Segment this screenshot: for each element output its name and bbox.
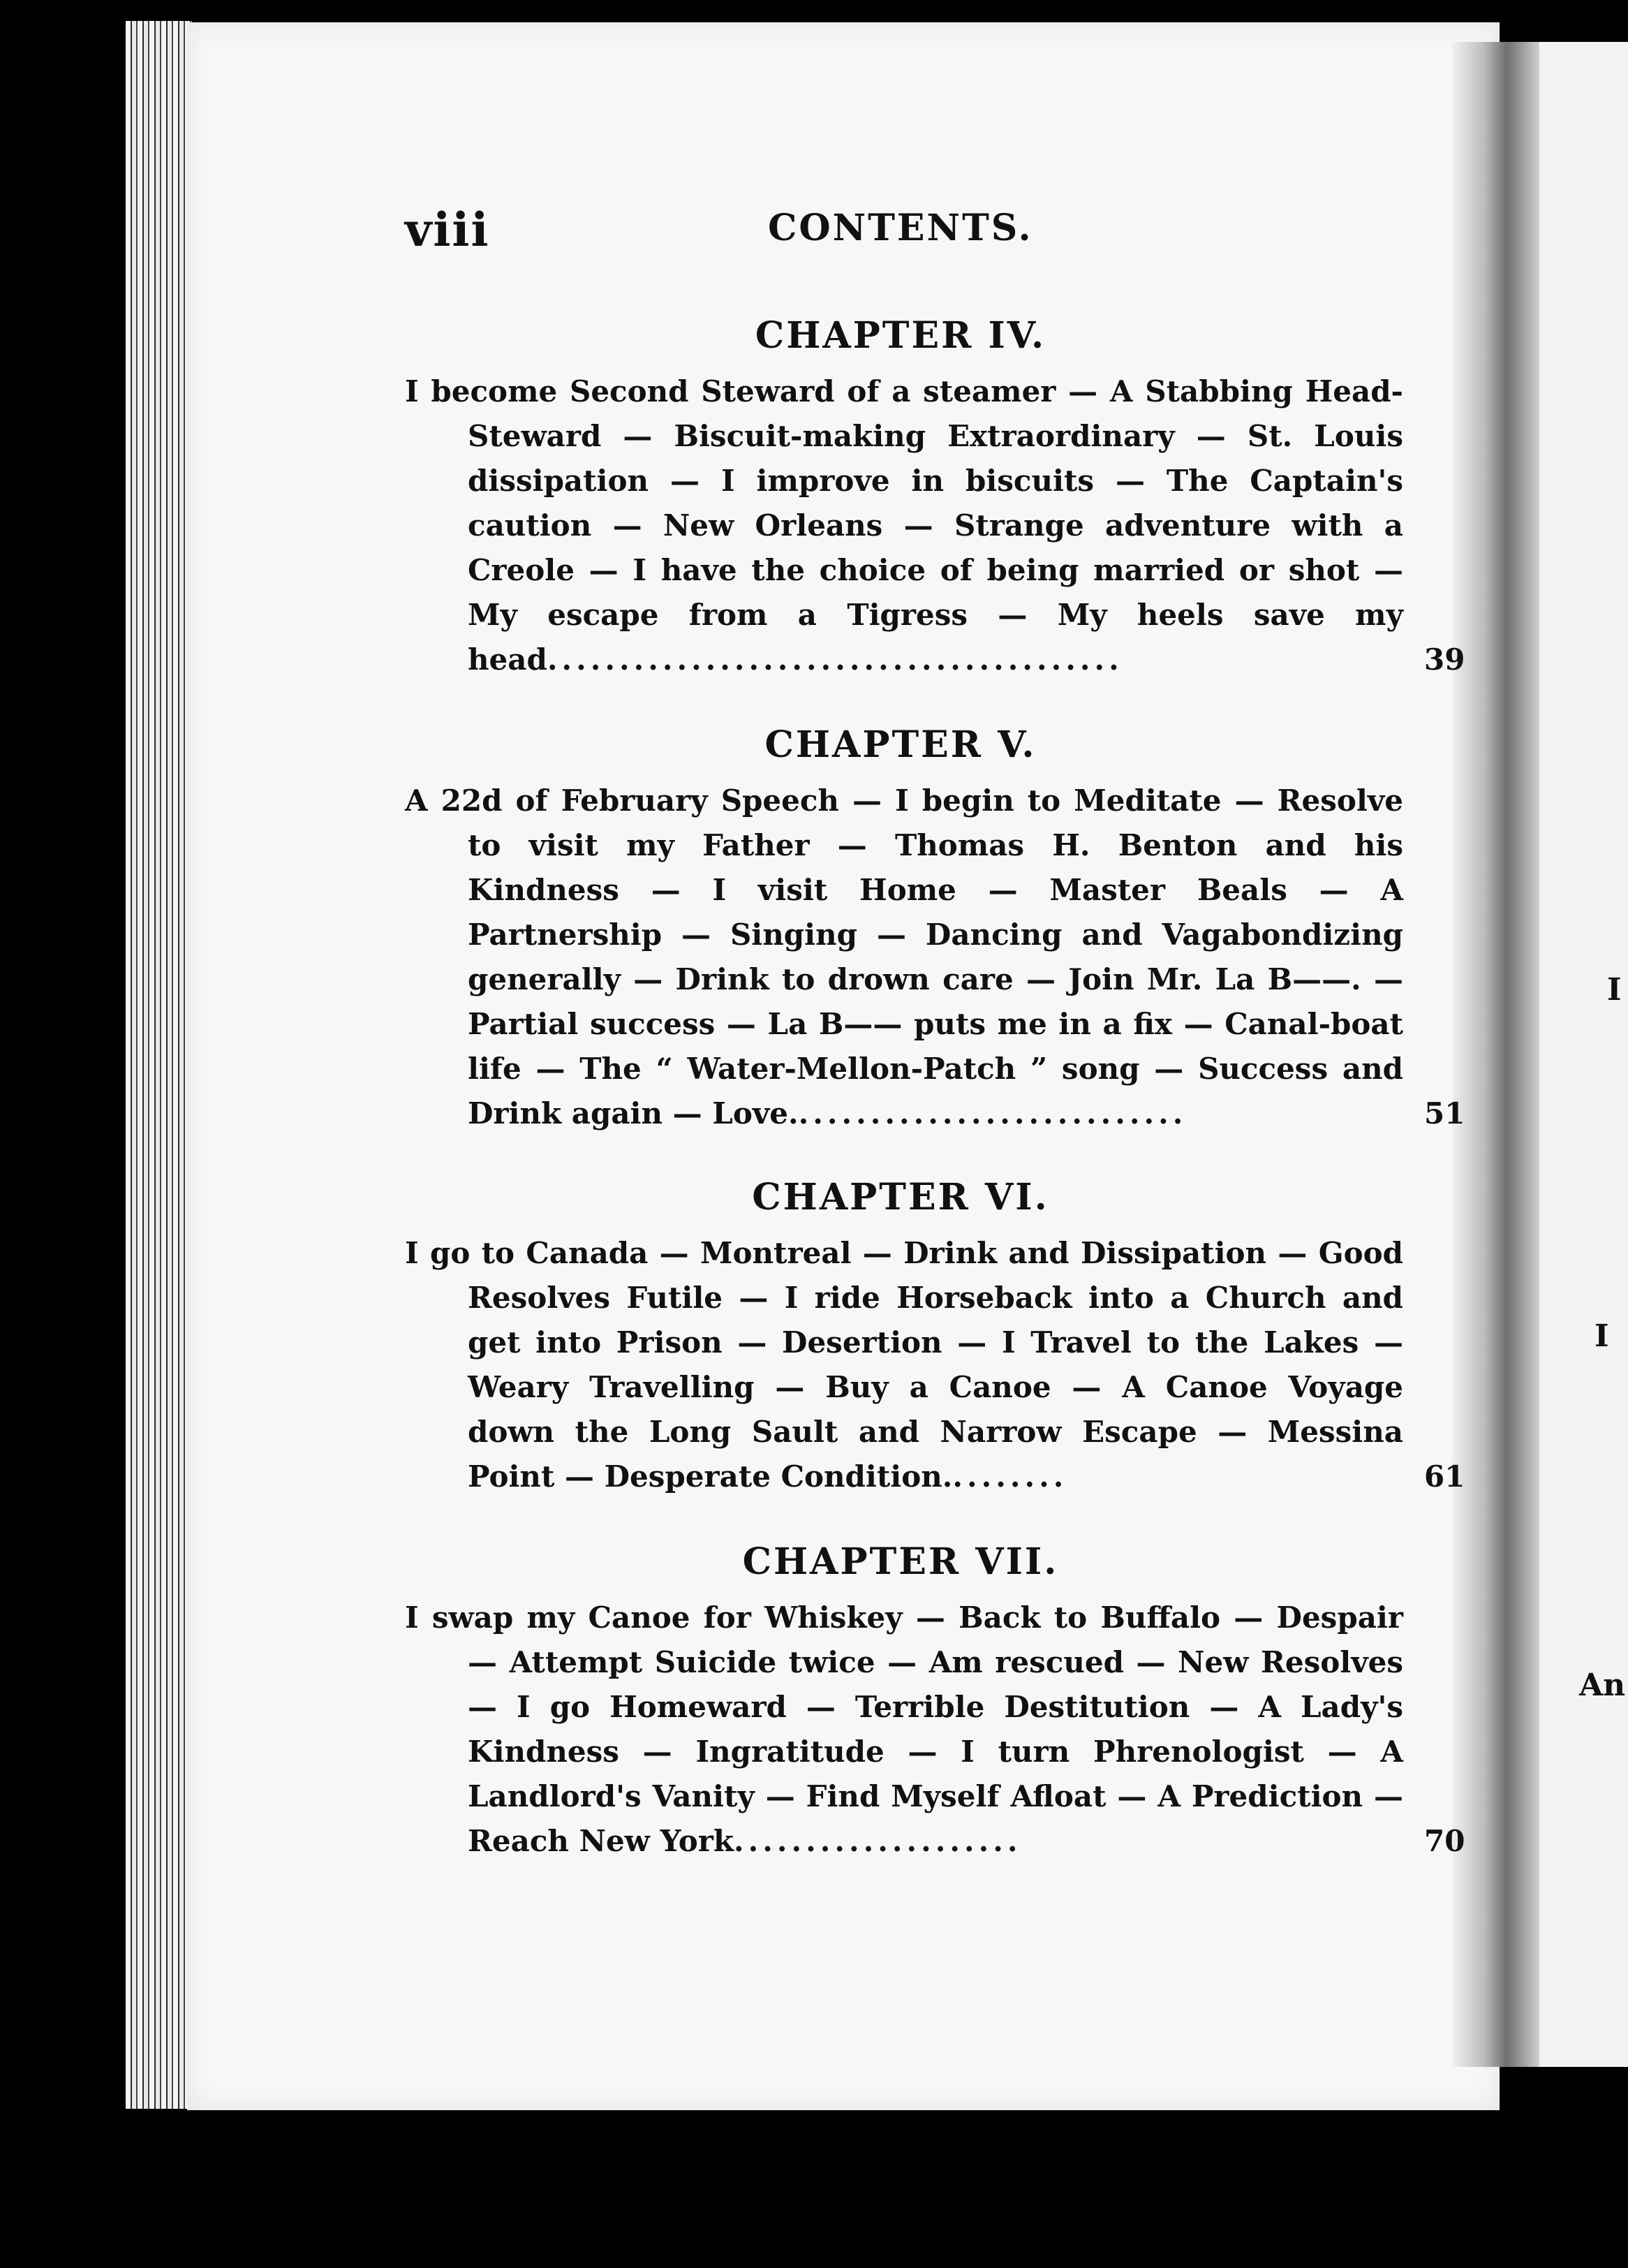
adjacent-page-fragment: An (1579, 1667, 1626, 1703)
page-edge-stack (126, 21, 192, 2109)
dot-leader: ........ (952, 1459, 1068, 1494)
dot-leader: .................... (734, 1824, 1022, 1858)
dot-leader: ........................... (798, 1096, 1187, 1131)
contents-chapter-vii (405, 1540, 1424, 1864)
adjacent-page-fragment: I (1594, 1318, 1609, 1354)
page-title: CONTENTS. (768, 207, 1033, 249)
contents-chapter-vi (405, 1176, 1424, 1499)
page-folio: viii (405, 202, 490, 257)
chapter-heading: CHAPTER V. (764, 723, 1037, 766)
running-head (405, 202, 1382, 258)
dot-leader: ........................................ (547, 642, 1123, 677)
adjacent-page-fragment: I (1607, 972, 1622, 1008)
chapter-heading: CHAPTER IV. (755, 314, 1046, 357)
chapter-summary-text: A 22d of February Speech — I begin to Meditate — Resolve to visit my Father — Thomas H. Benton and his Kindness — I visit Home — Master Beals — A Partnership — Singing — Dancing and Vagabondizing generally — Drink to drown care — Join Mr. La B——. — Partial success — La B—— puts me in a fix — Canal-boat life — The “ Water-Mellon-Patch ” song — Success and Drink again — Love. (405, 783, 1403, 1131)
chapter-summary (405, 1231, 1403, 1499)
chapter-summary (405, 779, 1403, 1136)
contents-chapter-v (405, 723, 1424, 1136)
chapter-heading: CHAPTER VII. (742, 1540, 1059, 1583)
chapter-summary (405, 1596, 1403, 1864)
chapter-heading: CHAPTER VI. (752, 1176, 1049, 1218)
contents-chapter-iv (405, 314, 1424, 682)
book-gutter-shadow (1452, 42, 1543, 2067)
chapter-summary (405, 369, 1403, 682)
chapter-summary-text: I swap my Canoe for Whiskey — Back to Buffalo — Despair — Attempt Suicide twice — Am rescued — New Resolves — I go Homeward — Terrible Destitution — A Lady's Kindness — Ingratitude — I turn Phrenologist — A Landlord's Vanity — Find Myself Afloat — A Prediction — Reach New York (405, 1600, 1403, 1858)
chapter-summary-text: I go to Canada — Montreal — Drink and Dissipation — Good Resolves Futile — I ride Horseback into a Church and get into Prison — Desertion — I Travel to the Lakes — Weary Travelling — Buy a Canoe — A Canoe Voyage down the Long Sault and Narrow Escape — Messina Point — Desperate Condition. (405, 1236, 1403, 1494)
chapter-summary-text: I become Second Steward of a steamer — A Stabbing Head-Steward — Biscuit-making Extraordinary — St. Louis dissipation — I improve in biscuits — The Captain's caution — New Orleans — Strange adventure with a Creole — I have the choice of being married or shot — My escape from a Tigress — My heels save my head (405, 374, 1403, 677)
adjacent-page (1539, 42, 1628, 2067)
